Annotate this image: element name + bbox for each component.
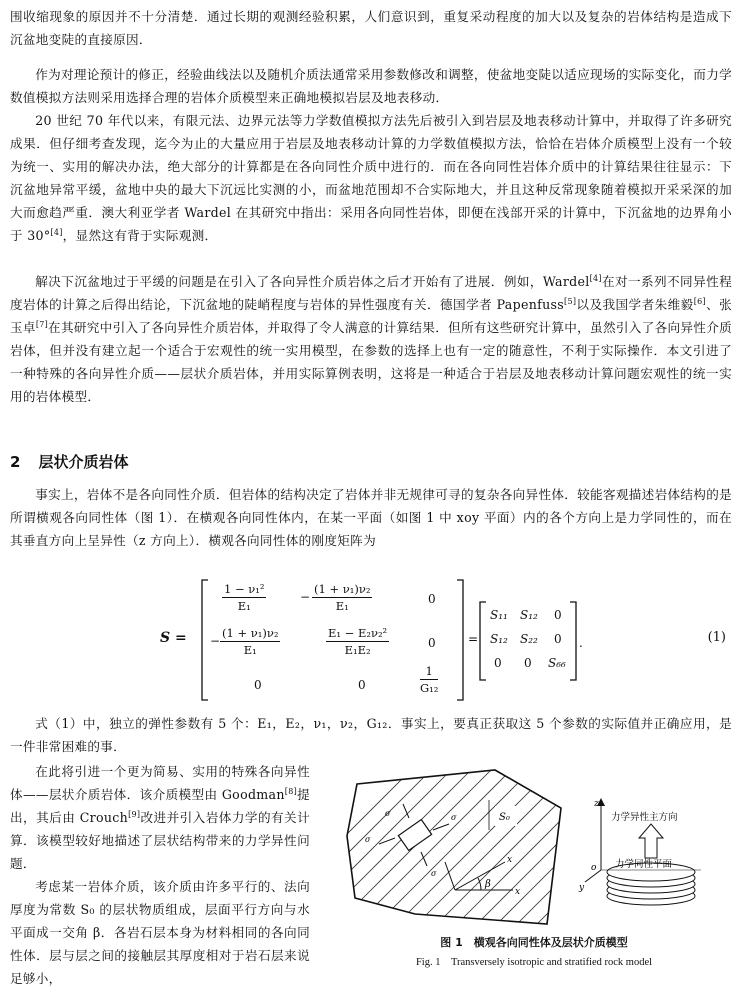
matrix-entry-11 xyxy=(222,582,266,613)
para3-text-b: 在对一系列不同异性程度岩体的计算之后得出结论，下沉盆地的陡峭程度与岩体的异性强度有关．德国学者 Papenfuss xyxy=(10,274,733,312)
equation-number: (1) xyxy=(707,630,726,645)
z-label: z xyxy=(594,799,599,809)
text-para1: 作为对理论预计的修正，经验曲线法以及随机介质法通常采用参数修改和调整，使盆地变陡以适应现场的实际变化，而力学数值模拟方法则采用选择合理的岩体介质模型来正确地模拟岩层及地表移动． xyxy=(10,67,732,105)
paragraph-6 xyxy=(10,760,310,875)
text-para6 xyxy=(10,760,310,875)
section-heading xyxy=(10,451,128,472)
para3-text-d: 、张玉卓 xyxy=(10,297,733,335)
matrix-zero: 0 xyxy=(554,632,562,646)
origin-label: o xyxy=(591,863,597,873)
m21-numerator: (1 + ν₁)ν₂ xyxy=(222,626,279,640)
equation-dot: . xyxy=(579,636,583,650)
x-label: x xyxy=(515,887,521,897)
section-title: 层状介质岩体 xyxy=(38,453,129,471)
m21-denominator: E₁ xyxy=(243,643,257,657)
equation-lhs: S = xyxy=(160,630,187,646)
x-label: x xyxy=(507,855,513,865)
m12-sign: − xyxy=(300,590,311,604)
beta-angle-arc xyxy=(478,878,481,890)
y-label: y xyxy=(579,883,585,893)
stress-element xyxy=(398,820,431,851)
matrix-zero: 0 xyxy=(254,678,262,692)
figure-1-drawing xyxy=(335,766,733,931)
para6-text-b: 提出，其后由 Crouch xyxy=(10,787,310,825)
isotropic-plane-label: 力学同性平面 xyxy=(615,859,673,870)
m12-denominator: E₁ xyxy=(335,599,349,613)
paragraph-3 xyxy=(10,270,732,408)
main-direction-label: 力学异性主方向 xyxy=(611,812,678,823)
sigma-label: σ xyxy=(431,869,437,878)
citation-ref: [7] xyxy=(35,319,49,329)
sigma-label: σ xyxy=(365,835,371,844)
matrix-entry-33 xyxy=(420,664,438,695)
stress-arrow xyxy=(403,804,409,818)
text-para0: 围收缩现象的原因并不十分清楚．通过长期的观测经验积累，人们意识到，重复采动程度的加大以及复杂的岩体结构是造成下沉盆地变陡的直接原因． xyxy=(10,9,732,47)
matrix-entry-12 xyxy=(312,582,372,613)
r-entry-21: S₁₂ xyxy=(490,632,508,646)
sigma-label: σ xyxy=(385,809,391,818)
m22-numerator: E₁ − E₂ν₂² xyxy=(328,626,388,640)
matrix-zero: 0 xyxy=(358,678,366,692)
m11-numerator: 1 − ν₁² xyxy=(224,582,265,596)
equals-sign: = xyxy=(468,632,479,646)
r-entry-22: S₂₂ xyxy=(520,632,538,646)
layer-axis-line xyxy=(455,862,505,890)
citation-ref: [6] xyxy=(693,296,706,306)
matrix-zero: 0 xyxy=(428,636,436,650)
figure-caption-cn: 图 1 横观各向同性体及层状介质模型 xyxy=(440,936,628,949)
stress-arrow xyxy=(433,824,449,830)
r-entry-12: S₁₂ xyxy=(520,608,538,622)
sigma-label: σ xyxy=(451,813,457,822)
m11-denominator: E₁ xyxy=(237,599,251,613)
para3-text-e: 在其研究中引入了各向异性介质岩体，并取得了令人满意的计算结果．但所有这些研究计算中，虽然引入了各向异性介质岩体，但并没有建立起一个适合于宏观性的统一实用模型，在参数的选择上也有一定的随意性，不利于实际操作．本文引进了一种特殊的各向异性介质——层状介质岩体，并用实际算例表明，这将是一种适合于岩层及地表移动计算问题宏观性的统一实用的岩体模型． xyxy=(10,320,732,404)
m22-denominator: E₁E₂ xyxy=(344,643,371,657)
matrix-zero: 0 xyxy=(554,608,562,622)
text-para7: 考虑某一岩体介质，该介质由许多平行的、法向厚度为常数 S₀ 的层状物质组成，层面平行方向与水平面成一交角 β．各岩石层本身为材料相同的各向同性体．层与层之间的接触层其厚度相对于岩石层来说足够小， xyxy=(10,879,310,986)
para6-text-c: 改进并引入岩体力学的有关计算．该模型较好地描述了层状结构带来的力学异性问题． xyxy=(10,810,311,871)
paragraph-0 xyxy=(10,5,732,51)
paragraph-7 xyxy=(10,875,310,990)
paragraph-5 xyxy=(10,712,732,758)
matrix-zero: 0 xyxy=(524,656,532,670)
citation-ref: [9] xyxy=(128,809,141,819)
citation-ref: [8] xyxy=(284,786,298,796)
z-local-axis-line xyxy=(445,862,455,890)
figure-1 xyxy=(335,766,733,996)
para3-text-c: 以及我国学者朱维毅 xyxy=(576,297,694,312)
s0-label: S₀ xyxy=(499,812,510,823)
para6-text-a: 在此将引进一个更为简易、实用的特殊各向异性体——层状介质岩体．该介质模型由 Goodman xyxy=(10,764,310,802)
beta-label: β xyxy=(485,879,491,890)
text-para5: 式（1）中，独立的弹性参数有 5 个：E₁，E₂，ν₁，ν₂，G₁₂．事实上，要真正获取这 5 个参数的实际值并正确应用，是一件非常困难的事． xyxy=(10,716,732,754)
r-entry-11: S₁₁ xyxy=(490,608,508,622)
matrix-zero: 0 xyxy=(494,656,502,670)
paragraph-2 xyxy=(10,109,732,247)
paragraph-1 xyxy=(10,63,732,109)
citation-ref: [5] xyxy=(564,296,577,306)
anisotropy-direction-arrow xyxy=(639,824,663,858)
m33-numerator: 1 xyxy=(420,664,438,680)
stress-arrow xyxy=(379,838,395,844)
m33-denominator: G₁₂ xyxy=(420,681,439,695)
figure-caption-en: Fig. 1 Transversely isotropic and stratified rock model xyxy=(415,957,653,968)
m21-sign: − xyxy=(210,634,221,648)
matrix-zero: 0 xyxy=(428,592,436,606)
matrix-entry-21 xyxy=(220,626,280,657)
text-para2 xyxy=(10,109,732,247)
para3-text-a: 解决下沉盆地过于平缓的问题是在引入了各向异性介质岩体之后才开始有了进展．例如，Wardel xyxy=(35,274,590,289)
equation-1 xyxy=(10,578,732,703)
para2-text-a: 20 世纪 70 年代以来，有限元法、边界元法等力学数值模拟方法先后被引入到岩层及地表移动计算中，并取得了许多研究成果．但仔细考查发现，迄今为止的大量应用于岩层及地表移动计算的力学数值模拟方法，恰恰在岩体介质模型上没有一个较为统一、实用的解决办法，绝大部分的计算都是在各向同性介质中进行的．而在各向同性岩体介质中的计算结果往往显示：下沉盆地异常平缓，盆地中央的最大下沉远比实测的小，而盆地范围却不合实际地大，并且这种反常现象随着模拟开采采深的加大而愈趋严重．澳大利亚学者 Wardel 在其研究中指出：采用各向同性岩体，即便在浅部开采的计算中，下沉盆地的边界角小于 30° xyxy=(10,113,732,243)
r-entry-33: S₆₆ xyxy=(548,656,566,670)
m12-numerator: (1 + ν₁)ν₂ xyxy=(314,582,371,596)
paragraph-4 xyxy=(10,483,732,552)
text-para3 xyxy=(10,270,732,408)
citation-ref: [4] xyxy=(589,273,602,283)
citation-ref: [4] xyxy=(50,227,63,237)
para2-text-b: ，显然这有背于实际观测． xyxy=(62,228,218,243)
section-number: 2 xyxy=(10,453,21,471)
matrix-entry-22 xyxy=(326,626,389,657)
text-para4: 事实上，岩体不是各向同性介质．但岩体的结构决定了岩体并非无规律可寻的复杂各向异性体．较能客观描述岩体结构的是所谓横观各向同性体（图 1）．在横观各向同性体内，在某一平面（如图 1 中 xoy 平面）内的各个方向上是力学同性的，而在其垂直方向上呈异性（z 方向上）．横观各向同性体的刚度矩阵为 xyxy=(10,487,732,548)
